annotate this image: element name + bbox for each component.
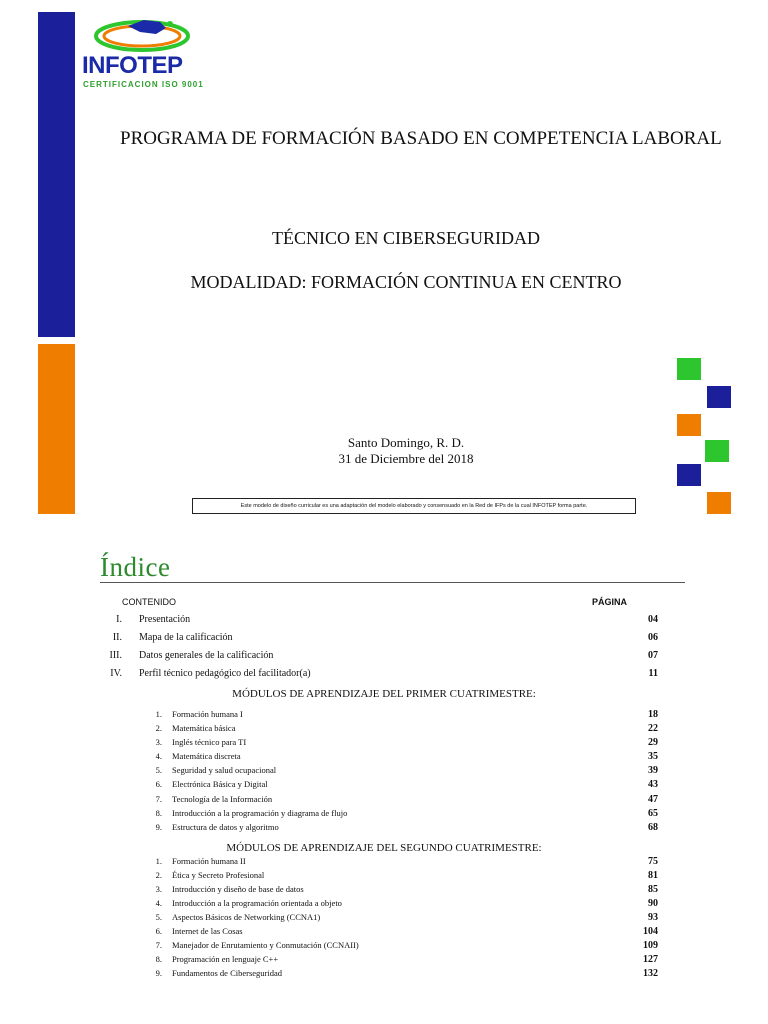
module-number: 9.	[155, 822, 162, 832]
module-page: 93	[648, 912, 658, 923]
index-row-page: 11	[648, 668, 658, 679]
module-row[interactable]	[100, 898, 660, 912]
module-number: 9.	[155, 968, 162, 978]
index-row[interactable]	[100, 614, 660, 630]
logo-wordmark: INFOTEP	[82, 52, 183, 79]
green-square	[677, 358, 701, 380]
module-label: Matemática discreta	[172, 751, 241, 761]
module-number: 3.	[155, 884, 162, 894]
index-title: Índice	[100, 552, 171, 582]
index-row[interactable]	[100, 650, 660, 666]
index-row-number: III.	[109, 650, 122, 661]
module-page: 65	[648, 808, 658, 819]
module-page: 85	[648, 884, 658, 895]
module-row[interactable]	[100, 968, 660, 982]
module-label: Fundamentos de Ciberseguridad	[172, 968, 283, 978]
module-row[interactable]	[100, 940, 660, 954]
module-number: 2.	[155, 723, 162, 733]
module-page: 90	[648, 898, 658, 909]
module-label: Seguridad y salud ocupacional	[172, 765, 277, 775]
section-heading-first: MÓDULOS DE APRENDIZAJE DEL PRIMER CUATRIMESTRE:	[232, 688, 536, 700]
module-number: 4.	[155, 751, 162, 761]
blue-square	[677, 464, 701, 486]
module-number: 3.	[155, 737, 162, 747]
adaptation-note: Este modelo de diseño curricular es una adaptación del modelo elaborado y consensuado en la Red de IFPs de la cual INFOTEP forma parte.	[192, 498, 636, 514]
index-row-page: 06	[648, 632, 658, 643]
city-text: Santo Domingo, R. D.	[347, 435, 465, 450]
module-label: Ética y Secreto Profesional	[172, 870, 265, 880]
module-row[interactable]	[100, 884, 660, 898]
logo-certification: CERTIFICACION ISO 9001	[83, 80, 204, 89]
module-page: 127	[643, 954, 658, 965]
module-page: 104	[643, 926, 658, 937]
module-number: 7.	[155, 794, 162, 804]
modality-title: MODALIDAD: FORMACIÓN CONTINUA EN CENTRO	[190, 272, 622, 292]
module-label: Manejador de Enrutamiento y Conmutación (CCNAII)	[172, 940, 359, 950]
course-title: TÉCNICO EN CIBERSEGURIDAD	[272, 228, 540, 248]
module-number: 4.	[155, 898, 162, 908]
module-label: Aspectos Básicos de Networking (CCNA1)	[172, 912, 321, 922]
module-label: Electrónica Básica y Digital	[172, 779, 268, 789]
index-row-label: Datos generales de la calificación	[139, 650, 274, 661]
module-label: Introducción a la programación y diagrama de flujo	[172, 808, 348, 818]
module-page: 75	[648, 856, 658, 867]
location-date	[22, 435, 768, 467]
index-row-number: I.	[116, 614, 122, 625]
module-number: 7.	[155, 940, 162, 950]
module-label: Introducción a la programación orientada a objeto	[172, 898, 342, 908]
module-row[interactable]	[100, 822, 660, 836]
module-label: Programación en lenguaje C++	[172, 954, 279, 964]
module-number: 1.	[155, 709, 162, 719]
module-page: 18	[648, 709, 658, 720]
module-page: 47	[648, 794, 658, 805]
module-row[interactable]	[100, 856, 660, 870]
module-label: Inglés técnico para TI	[172, 737, 247, 747]
index-row-number: IV.	[110, 668, 122, 679]
module-number: 2.	[155, 870, 162, 880]
page-column-header: PÁGINA	[592, 597, 628, 607]
orange-square	[707, 492, 731, 514]
module-page: 109	[643, 940, 658, 951]
index-row-label: Mapa de la calificación	[139, 632, 233, 643]
module-row[interactable]	[100, 808, 660, 822]
module-row[interactable]	[100, 794, 660, 808]
index-row[interactable]	[100, 668, 660, 684]
module-row[interactable]	[100, 709, 660, 723]
module-number: 8.	[155, 954, 162, 964]
module-page: 43	[648, 779, 658, 790]
index-divider	[100, 582, 685, 583]
index-row[interactable]	[100, 632, 660, 648]
module-page: 68	[648, 822, 658, 833]
index-row-page: 07	[648, 650, 658, 661]
left-orange-bar	[38, 344, 75, 514]
module-label: Internet de las Cosas	[172, 926, 243, 936]
index-row-label: Presentación	[139, 614, 191, 625]
module-row[interactable]	[100, 723, 660, 737]
module-number: 8.	[155, 808, 162, 818]
module-label: Tecnología de la Información	[172, 794, 273, 804]
program-title: PROGRAMA DE FORMACIÓN BASADO EN COMPETENCIA LABORAL	[120, 128, 722, 149]
module-row[interactable]	[100, 765, 660, 779]
module-label: Formación humana I	[172, 709, 243, 719]
module-label: Introducción y diseño de base de datos	[172, 884, 304, 894]
orange-square	[677, 414, 701, 436]
module-page: 132	[643, 968, 658, 979]
module-label: Estructura de datos y algoritmo	[172, 822, 279, 832]
module-row[interactable]	[100, 912, 660, 926]
module-number: 5.	[155, 765, 162, 775]
module-page: 35	[648, 751, 658, 762]
module-page: 22	[648, 723, 658, 734]
green-square	[705, 440, 729, 462]
module-number: 1.	[155, 856, 162, 866]
module-page: 39	[648, 765, 658, 776]
module-label: Formación humana II	[172, 856, 246, 866]
module-label: Matemática básica	[172, 723, 236, 733]
module-row[interactable]	[100, 926, 660, 940]
module-number: 6.	[155, 926, 162, 936]
index-row-page: 04	[648, 614, 658, 625]
module-page: 81	[648, 870, 658, 881]
module-row[interactable]	[100, 870, 660, 884]
module-row[interactable]	[100, 779, 660, 793]
module-row[interactable]	[100, 737, 660, 751]
blue-square	[707, 386, 731, 408]
module-row[interactable]	[100, 954, 660, 968]
module-number: 5.	[155, 912, 162, 922]
index-row-number: II.	[112, 632, 122, 643]
date-text: 31 de Diciembre del 2018	[338, 451, 474, 466]
section-heading-second: MÓDULOS DE APRENDIZAJE DEL SEGUNDO CUATRIMESTRE:	[226, 842, 542, 854]
module-number: 6.	[155, 779, 162, 789]
module-row[interactable]	[100, 751, 660, 765]
index-row-label: Perfil técnico pedagógico del facilitador(a)	[139, 668, 311, 679]
contents-column-header: CONTENIDO	[122, 597, 176, 607]
module-page: 29	[648, 737, 658, 748]
